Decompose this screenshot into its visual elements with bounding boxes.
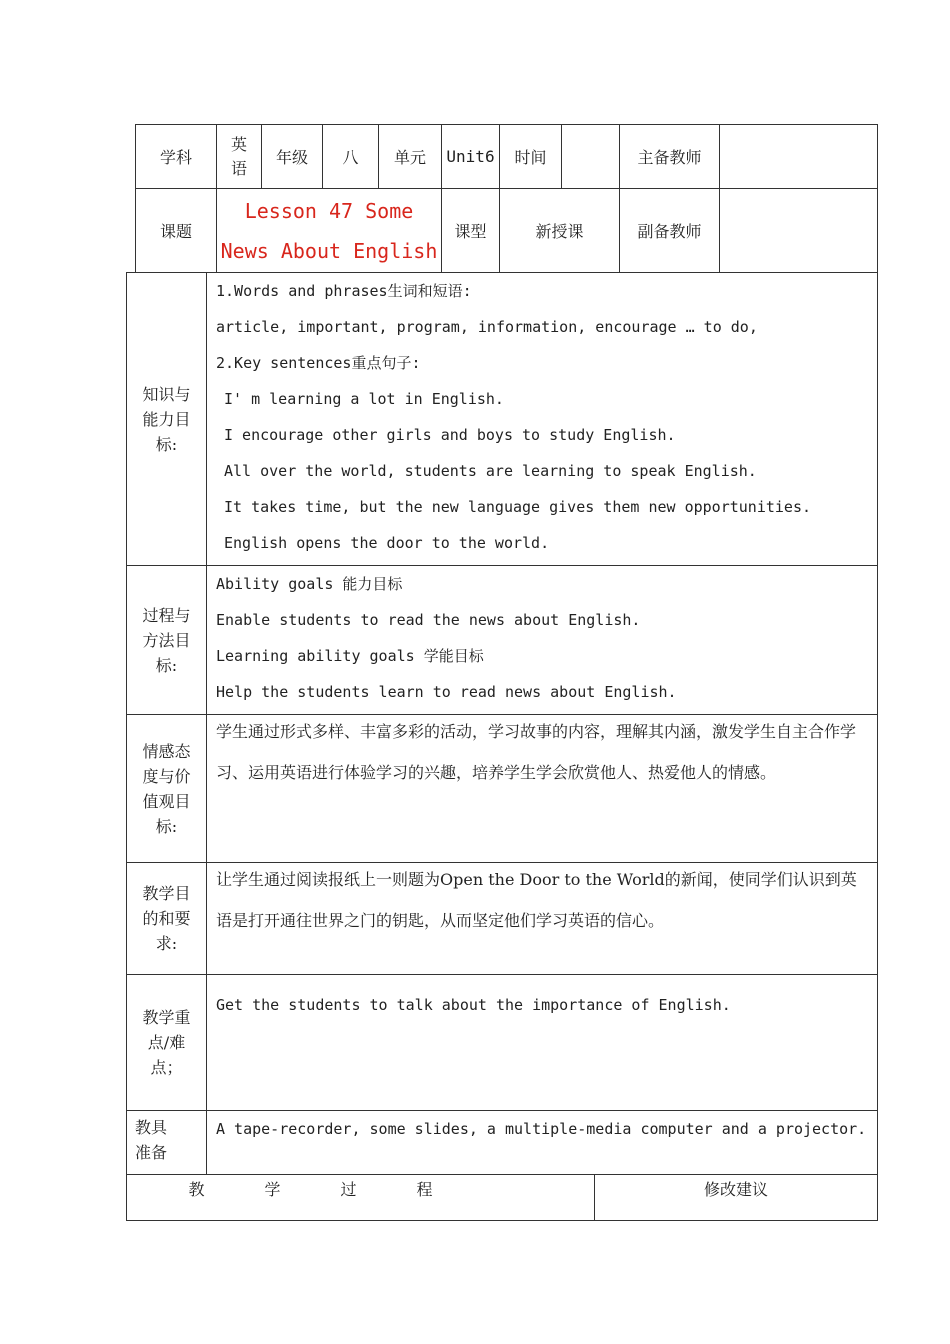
topic-value: [217, 189, 442, 273]
materials-label-text: 教具准备: [135, 1118, 168, 1162]
process-label: [127, 566, 207, 715]
process-line: Ability goals 能力目标: [216, 575, 403, 593]
topic-line-2: News About English: [220, 238, 438, 263]
teaching-process-header: [127, 1175, 595, 1221]
process-label-text: 过程与方法目标:: [142, 605, 191, 675]
assistant-teacher-value[interactable]: [720, 189, 878, 273]
knowledge-label: [127, 273, 207, 566]
process-content: [207, 566, 878, 715]
knowledge-line: It takes time, but the new language gives them new opportunities.: [224, 498, 811, 516]
process-line: Enable students to read the news about English.: [216, 611, 641, 629]
key-points-label-text: 教学重点/难点；: [142, 1008, 191, 1077]
subject-value-text: 英语: [230, 134, 247, 178]
knowledge-line: I encourage other girls and boys to study English.: [224, 426, 676, 444]
knowledge-label-text: 知识与能力目标:: [142, 384, 191, 454]
knowledge-line: 1.Words and phrases生词和短语:: [216, 282, 472, 300]
purpose-label: [127, 863, 207, 975]
suggestion-label: 修改建议: [703, 1180, 768, 1199]
grade-label: 年级: [262, 125, 323, 189]
knowledge-line: article, important, program, information, encourage … to do,: [216, 318, 758, 336]
key-points-text: Get the students to talk about the importance of English.: [216, 996, 731, 1014]
materials-content: [207, 1111, 878, 1175]
unit-value: Unit6: [442, 125, 500, 189]
lead-teacher-value[interactable]: [720, 125, 878, 189]
knowledge-line: English opens the door to the world.: [224, 534, 550, 552]
subject-value: [217, 125, 262, 189]
knowledge-content: [207, 273, 878, 566]
suggestion-header: [595, 1175, 878, 1221]
key-points-content: [207, 975, 878, 1111]
grade-value: 八: [323, 125, 379, 189]
materials-text: A tape-recorder, some slides, a multiple-media computer and a projector.: [216, 1120, 867, 1138]
process-line: Learning ability goals 学能目标: [216, 647, 484, 665]
purpose-label-text: 教学目的和要求:: [142, 884, 191, 953]
purpose-content: [207, 863, 878, 975]
subject-label: 学科: [136, 125, 217, 189]
materials-label: [127, 1111, 207, 1175]
topic-label: 课题: [136, 189, 217, 273]
process-line: Help the students learn to read news about English.: [216, 683, 677, 701]
time-label: 时间: [500, 125, 562, 189]
teaching-process-label: 教学过程: [188, 1180, 493, 1199]
type-value: 新授课: [500, 189, 620, 273]
type-label: 课型: [442, 189, 500, 273]
unit-label: 单元: [379, 125, 442, 189]
assistant-teacher-label: 副备教师: [620, 189, 720, 273]
emotion-content: [207, 715, 878, 863]
knowledge-line: 2.Key sentences重点句子:: [216, 354, 421, 372]
knowledge-line: All over the world, students are learning to speak English.: [224, 462, 757, 480]
topic-line-1: Lesson 47 Some: [244, 198, 414, 223]
main-table: [126, 272, 878, 1221]
emotion-text: 学生通过形式多样、丰富多彩的活动，学习故事的内容，理解其内涵，激发学生自主合作学习、运用英语进行体验学习的兴趣，培养学生学会欣赏他人、热爱他人的情感。: [216, 722, 857, 782]
emotion-label: [127, 715, 207, 863]
key-points-label: [127, 975, 207, 1111]
knowledge-line: I' m learning a lot in English.: [224, 390, 504, 408]
lead-teacher-label: 主备教师: [620, 125, 720, 189]
header-table: [135, 124, 878, 273]
time-value[interactable]: [562, 125, 620, 189]
emotion-label-text: 情感态度与价值观目标:: [142, 741, 191, 836]
purpose-text: 让学生通过阅读报纸上一则题为Open the Door to the World的新闻，使同学们认识到英语是打开通往世界之门的钥匙，从而坚定他们学习英语的信心。: [216, 870, 857, 930]
